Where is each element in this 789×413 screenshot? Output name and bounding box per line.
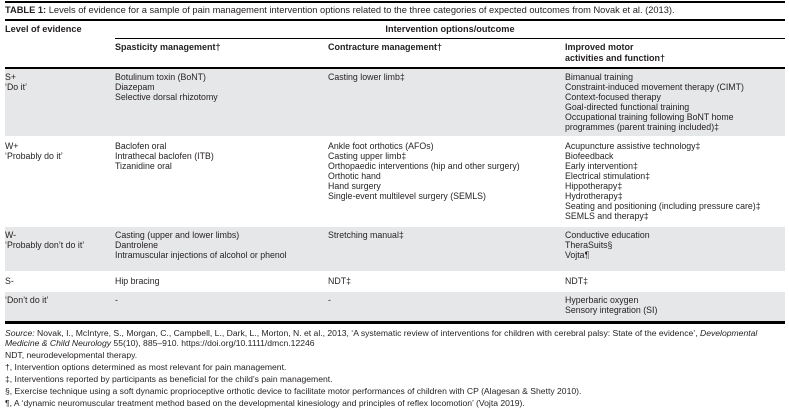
text-line: Hand surgery <box>328 181 381 191</box>
column-header-contracture: Contracture management† <box>328 42 443 52</box>
text-line: Conductive education <box>565 230 650 240</box>
text-line: Hip bracing <box>115 276 160 286</box>
text-line: Early intervention‡ <box>565 161 638 171</box>
contracture-cell <box>328 230 565 267</box>
footnote-dagger: †, Intervention options determined as most relevant for pain management. <box>5 362 287 372</box>
level-cell <box>5 230 115 267</box>
text-line: Diazepam <box>115 82 155 92</box>
footnote-double-dagger: ‡, Interventions reported by participants as beneficial for the child’s pain management. <box>5 374 333 384</box>
text-line: Acupuncture assistive technology‡ <box>565 141 701 151</box>
text-line: W- <box>5 230 17 240</box>
text-line: Occupational training following BoNT home programmes (parent training included)‡ <box>565 112 734 132</box>
text-line: Casting (upper and lower limbs) <box>115 230 240 240</box>
text-line: NDT‡ <box>565 276 588 286</box>
text-line: ‘Probably don’t do it’ <box>5 240 85 250</box>
text-line: - <box>115 295 118 305</box>
text-line: Orthopaedic interventions (hip and other surgery) <box>328 161 520 171</box>
level-cell <box>5 72 115 132</box>
text-line: Goal-directed functional training <box>565 102 690 112</box>
source-journal: Developmental Medicine & Child Neurology <box>5 328 758 348</box>
text-line: Stretching manual‡ <box>328 230 404 240</box>
motor-cell <box>565 72 785 132</box>
source-label: Source: <box>5 328 35 338</box>
spanning-header-intervention-options: Intervention options/outcome <box>115 24 785 39</box>
text-line: Intramuscular injections of alcohol or phenol <box>115 250 287 260</box>
text-line: Bimanual training <box>565 72 633 82</box>
text-line: S- <box>5 276 14 286</box>
text-line: Biofeedback <box>565 151 614 161</box>
column-header-spasticity: Spasticity management† <box>115 42 221 52</box>
footnotes <box>5 324 785 408</box>
text-line: Constraint-induced movement therapy (CIMT) <box>565 82 744 92</box>
text-line: TheraSuits§ <box>565 240 613 250</box>
motor-cell <box>565 276 785 286</box>
column-header-spacer <box>5 42 115 63</box>
table-row <box>5 138 785 225</box>
footnote-pilcrow: ¶, A ‘dynamic neuromuscular treatment method based on the developmental kinesiology and principles of reflex locomotion’ (Vojta 2019). <box>5 398 525 408</box>
text-line: Orthotic hand <box>328 171 381 181</box>
spasticity-cell <box>115 230 328 267</box>
table-row <box>5 292 785 321</box>
text-line: Single-event multilevel surgery (SEMLS) <box>328 191 486 201</box>
level-cell <box>5 141 115 221</box>
text-line: Baclofen oral <box>115 141 167 151</box>
text-line: Improved motor <box>565 42 634 52</box>
text-line: Ankle foot orthotics (AFOs) <box>328 141 434 151</box>
text-line: Dantrolene <box>115 240 159 250</box>
text-line: Seating and positioning (including pressure care)‡ <box>565 201 761 211</box>
source-citation-tail: 55(10), 885–910. https://doi.org/10.1111/dmcn.12246 <box>111 338 315 348</box>
text-line: Botulinum toxin (BoNT) <box>115 72 206 82</box>
text-line: Casting upper limb‡ <box>328 151 407 161</box>
text-line: Casting lower limb‡ <box>328 72 405 82</box>
motor-cell <box>565 141 785 221</box>
footnote-ndt: NDT, neurodevelopmental therapy. <box>5 350 138 360</box>
text-line: Tizanidine oral <box>115 161 172 171</box>
text-line: activities and function† <box>565 52 666 63</box>
contracture-cell <box>328 72 565 132</box>
source-note <box>5 328 785 348</box>
spasticity-cell <box>115 295 328 317</box>
contracture-cell <box>328 276 565 286</box>
footnote-section: §, Exercise technique using a soft dynamic proprioceptive orthotic device to facilitate motor performances of children with CP (Alagesan & Shetty 2010). <box>5 386 582 396</box>
text-line: Context-focused therapy <box>565 92 661 102</box>
table-header-top <box>5 21 785 39</box>
text-line: Electrical stimulation‡ <box>565 171 651 181</box>
text-line: Selective dorsal rhizotomy <box>115 92 218 102</box>
text-line: Hippotherapy‡ <box>565 181 623 191</box>
source-text: Novak, I., McIntyre, S., Morgan, C., Campbell, L., Dark, L., Morton, N. et al., 2013, ‘A systematic review of interventions for children with cerebral palsy: State of the evidence’, <box>34 328 700 338</box>
text-line: ‘Do it’ <box>5 82 27 92</box>
table-caption <box>5 3 785 19</box>
motor-cell <box>565 230 785 267</box>
contracture-cell <box>328 295 565 317</box>
column-header-improved-motor <box>565 42 785 63</box>
text-line: Hydrotherapy‡ <box>565 191 623 201</box>
level-cell <box>5 276 115 286</box>
text-line: Vojta¶ <box>565 250 590 260</box>
table-caption-text: Levels of evidence for a sample of pain management intervention options related to the three categories of expected outcomes from Novak et al. (2013). <box>46 5 675 15</box>
table-row <box>5 227 785 271</box>
table-header-columns <box>5 39 785 67</box>
text-line: SEMLS and therapy‡ <box>565 211 649 221</box>
table-row <box>5 69 785 136</box>
text-line: Hyperbaric oxygen <box>565 295 639 305</box>
level-cell <box>5 295 115 317</box>
column-header-level-of-evidence: Level of evidence <box>5 24 82 34</box>
table-row <box>5 273 785 290</box>
text-line: S+ <box>5 72 17 82</box>
text-line: W+ <box>5 141 19 151</box>
text-line: Sensory integration (SI) <box>565 305 658 315</box>
text-line: Intrathecal baclofen (ITB) <box>115 151 214 161</box>
text-line: ‘Probably do it’ <box>5 151 63 161</box>
text-line: ‘Don’t do it’ <box>5 295 49 305</box>
motor-cell <box>565 295 785 317</box>
text-line: NDT‡ <box>328 276 351 286</box>
spasticity-cell <box>115 276 328 286</box>
text-line: - <box>328 295 331 305</box>
table-caption-label: TABLE 1: <box>5 5 47 15</box>
spasticity-cell <box>115 141 328 221</box>
contracture-cell <box>328 141 565 221</box>
spasticity-cell <box>115 72 328 132</box>
